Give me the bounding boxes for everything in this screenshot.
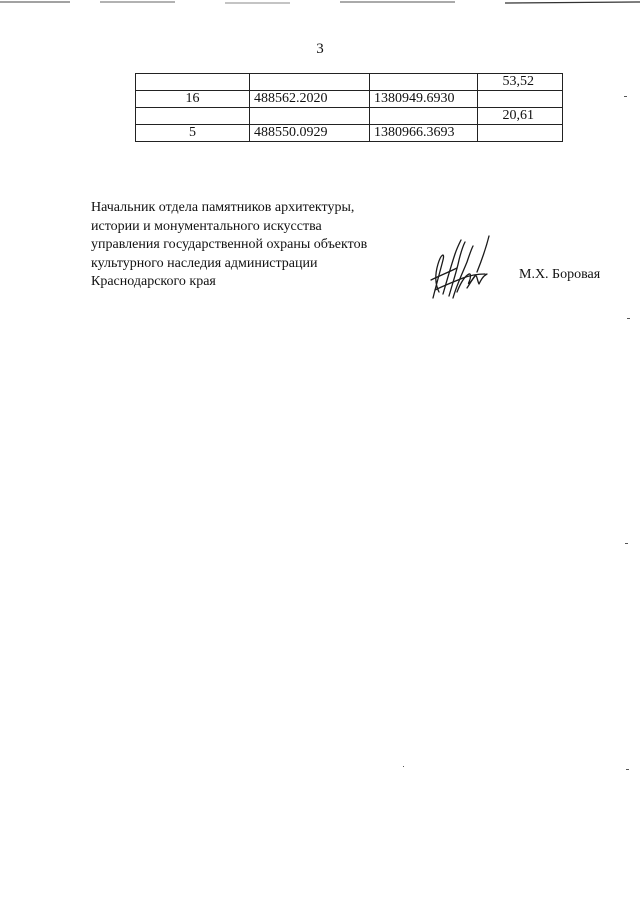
point-cell: [136, 74, 250, 91]
distance-cell: 20,61: [478, 108, 563, 125]
x-coordinate-cell: 488550.0929: [250, 125, 370, 142]
official-position-title: [91, 199, 411, 292]
point-cell: 5: [136, 125, 250, 142]
x-coordinate-cell: 488562.2020: [250, 91, 370, 108]
table-row: [136, 125, 563, 142]
distance-cell: 53,52: [478, 74, 563, 91]
point-cell: [136, 108, 250, 125]
scan-speck: [625, 543, 628, 544]
signer-name: М.Х. Боровая: [519, 267, 601, 282]
scan-speck: [624, 96, 627, 97]
position-line: управления государственной охраны объектов: [91, 237, 368, 252]
distance-cell: [478, 91, 563, 108]
position-line: истории и монументального искусства: [91, 218, 322, 234]
x-coordinate-cell: [250, 74, 370, 91]
scan-speck: [627, 318, 630, 319]
table-row: [136, 74, 563, 91]
scan-top-edge: [0, 0, 640, 8]
page-number: 3: [316, 41, 324, 57]
y-coordinate-cell: [370, 74, 478, 91]
y-coordinate-cell: 1380949.6930: [370, 91, 478, 108]
handwritten-signature-icon: [423, 232, 497, 304]
position-line: Краснодарского края: [91, 274, 216, 289]
scan-speck: [403, 766, 404, 767]
distance-cell: [478, 125, 563, 142]
x-coordinate-cell: [250, 108, 370, 125]
coordinates-table: [135, 73, 563, 142]
position-line: Начальник отдела памятников архитектуры,: [91, 200, 355, 215]
point-cell: 16: [136, 91, 250, 108]
position-line: культурного наследия администрации: [91, 255, 318, 271]
y-coordinate-cell: [370, 108, 478, 125]
y-coordinate-cell: 1380966.3693: [370, 125, 478, 142]
table-row: [136, 91, 563, 108]
scan-speck: [626, 769, 629, 770]
table-row: [136, 108, 563, 125]
